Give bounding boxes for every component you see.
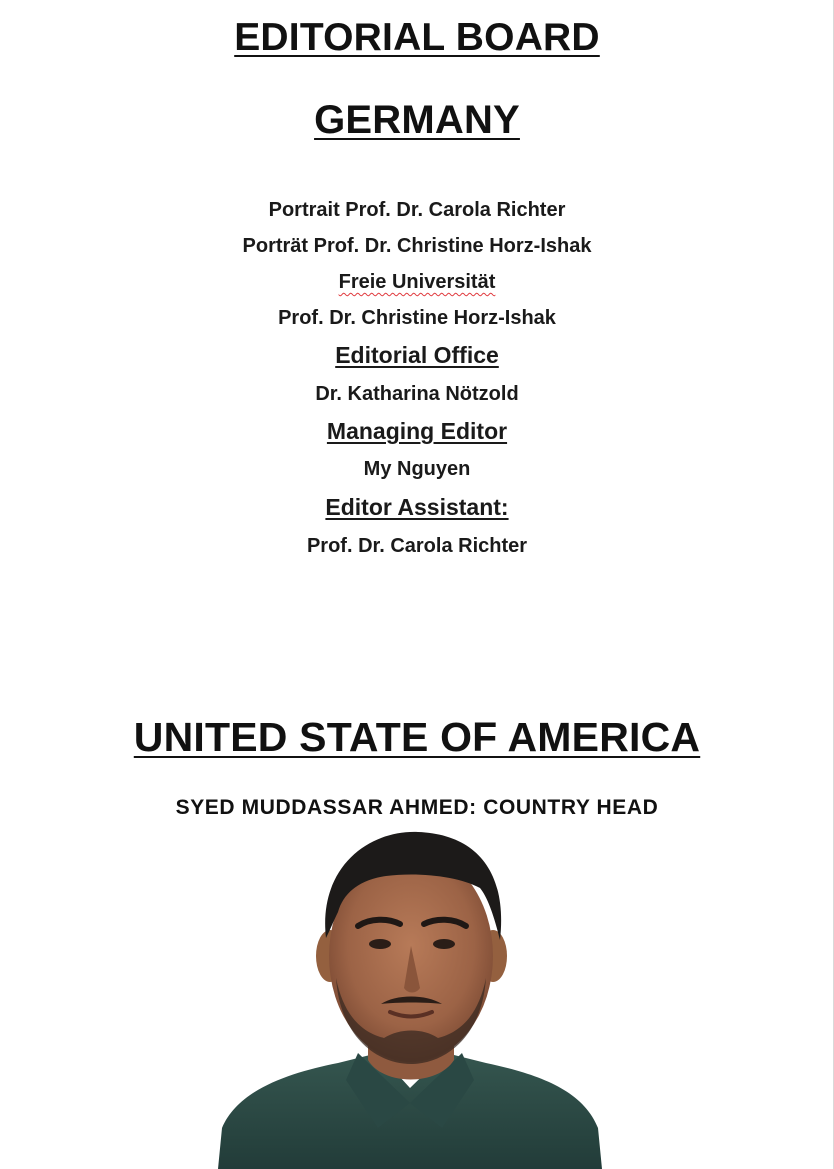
germany-line-2-text: Porträt Prof. Dr. Christine Horz-Ishak: [242, 235, 592, 257]
germany-line-2: [0, 235, 834, 258]
managing-editor-name: My Nguyen: [363, 458, 471, 480]
editorial-office-name: [0, 383, 834, 406]
left-eye: [369, 939, 391, 949]
country-head-caption: SYED MUDDASSAR AHMED: COUNTRY HEAD: [175, 796, 659, 819]
editor-assistant-name: [0, 535, 834, 558]
germany-line-3: [0, 271, 834, 294]
editor-assistant-heading: Editor Assistant:: [325, 494, 509, 520]
germany-line-4: [0, 307, 834, 330]
managing-editor-heading: Managing Editor: [326, 418, 508, 444]
germany-line-1-text: Portrait Prof. Dr. Carola Richter: [268, 199, 566, 221]
right-eye: [433, 939, 455, 949]
country-head-photo: [218, 828, 602, 1169]
usa-heading: UNITED STATE OF AMERICA: [133, 714, 701, 760]
germany-line-4-text: Prof. Dr. Christine Horz-Ishak: [278, 307, 556, 329]
editorial-board-title: EDITORIAL BOARD: [234, 16, 600, 59]
editor-assistant-name-text: Prof. Dr. Carola Richter: [306, 535, 528, 557]
editorial-office-heading: Editorial Office: [335, 342, 499, 368]
editorial-office-name-text: Dr. Katharina Nötzold: [315, 383, 519, 405]
germany-heading: GERMANY: [314, 98, 520, 142]
germany-line-1: [0, 199, 834, 222]
germany-line-3-text: Freie Universität: [338, 271, 496, 293]
